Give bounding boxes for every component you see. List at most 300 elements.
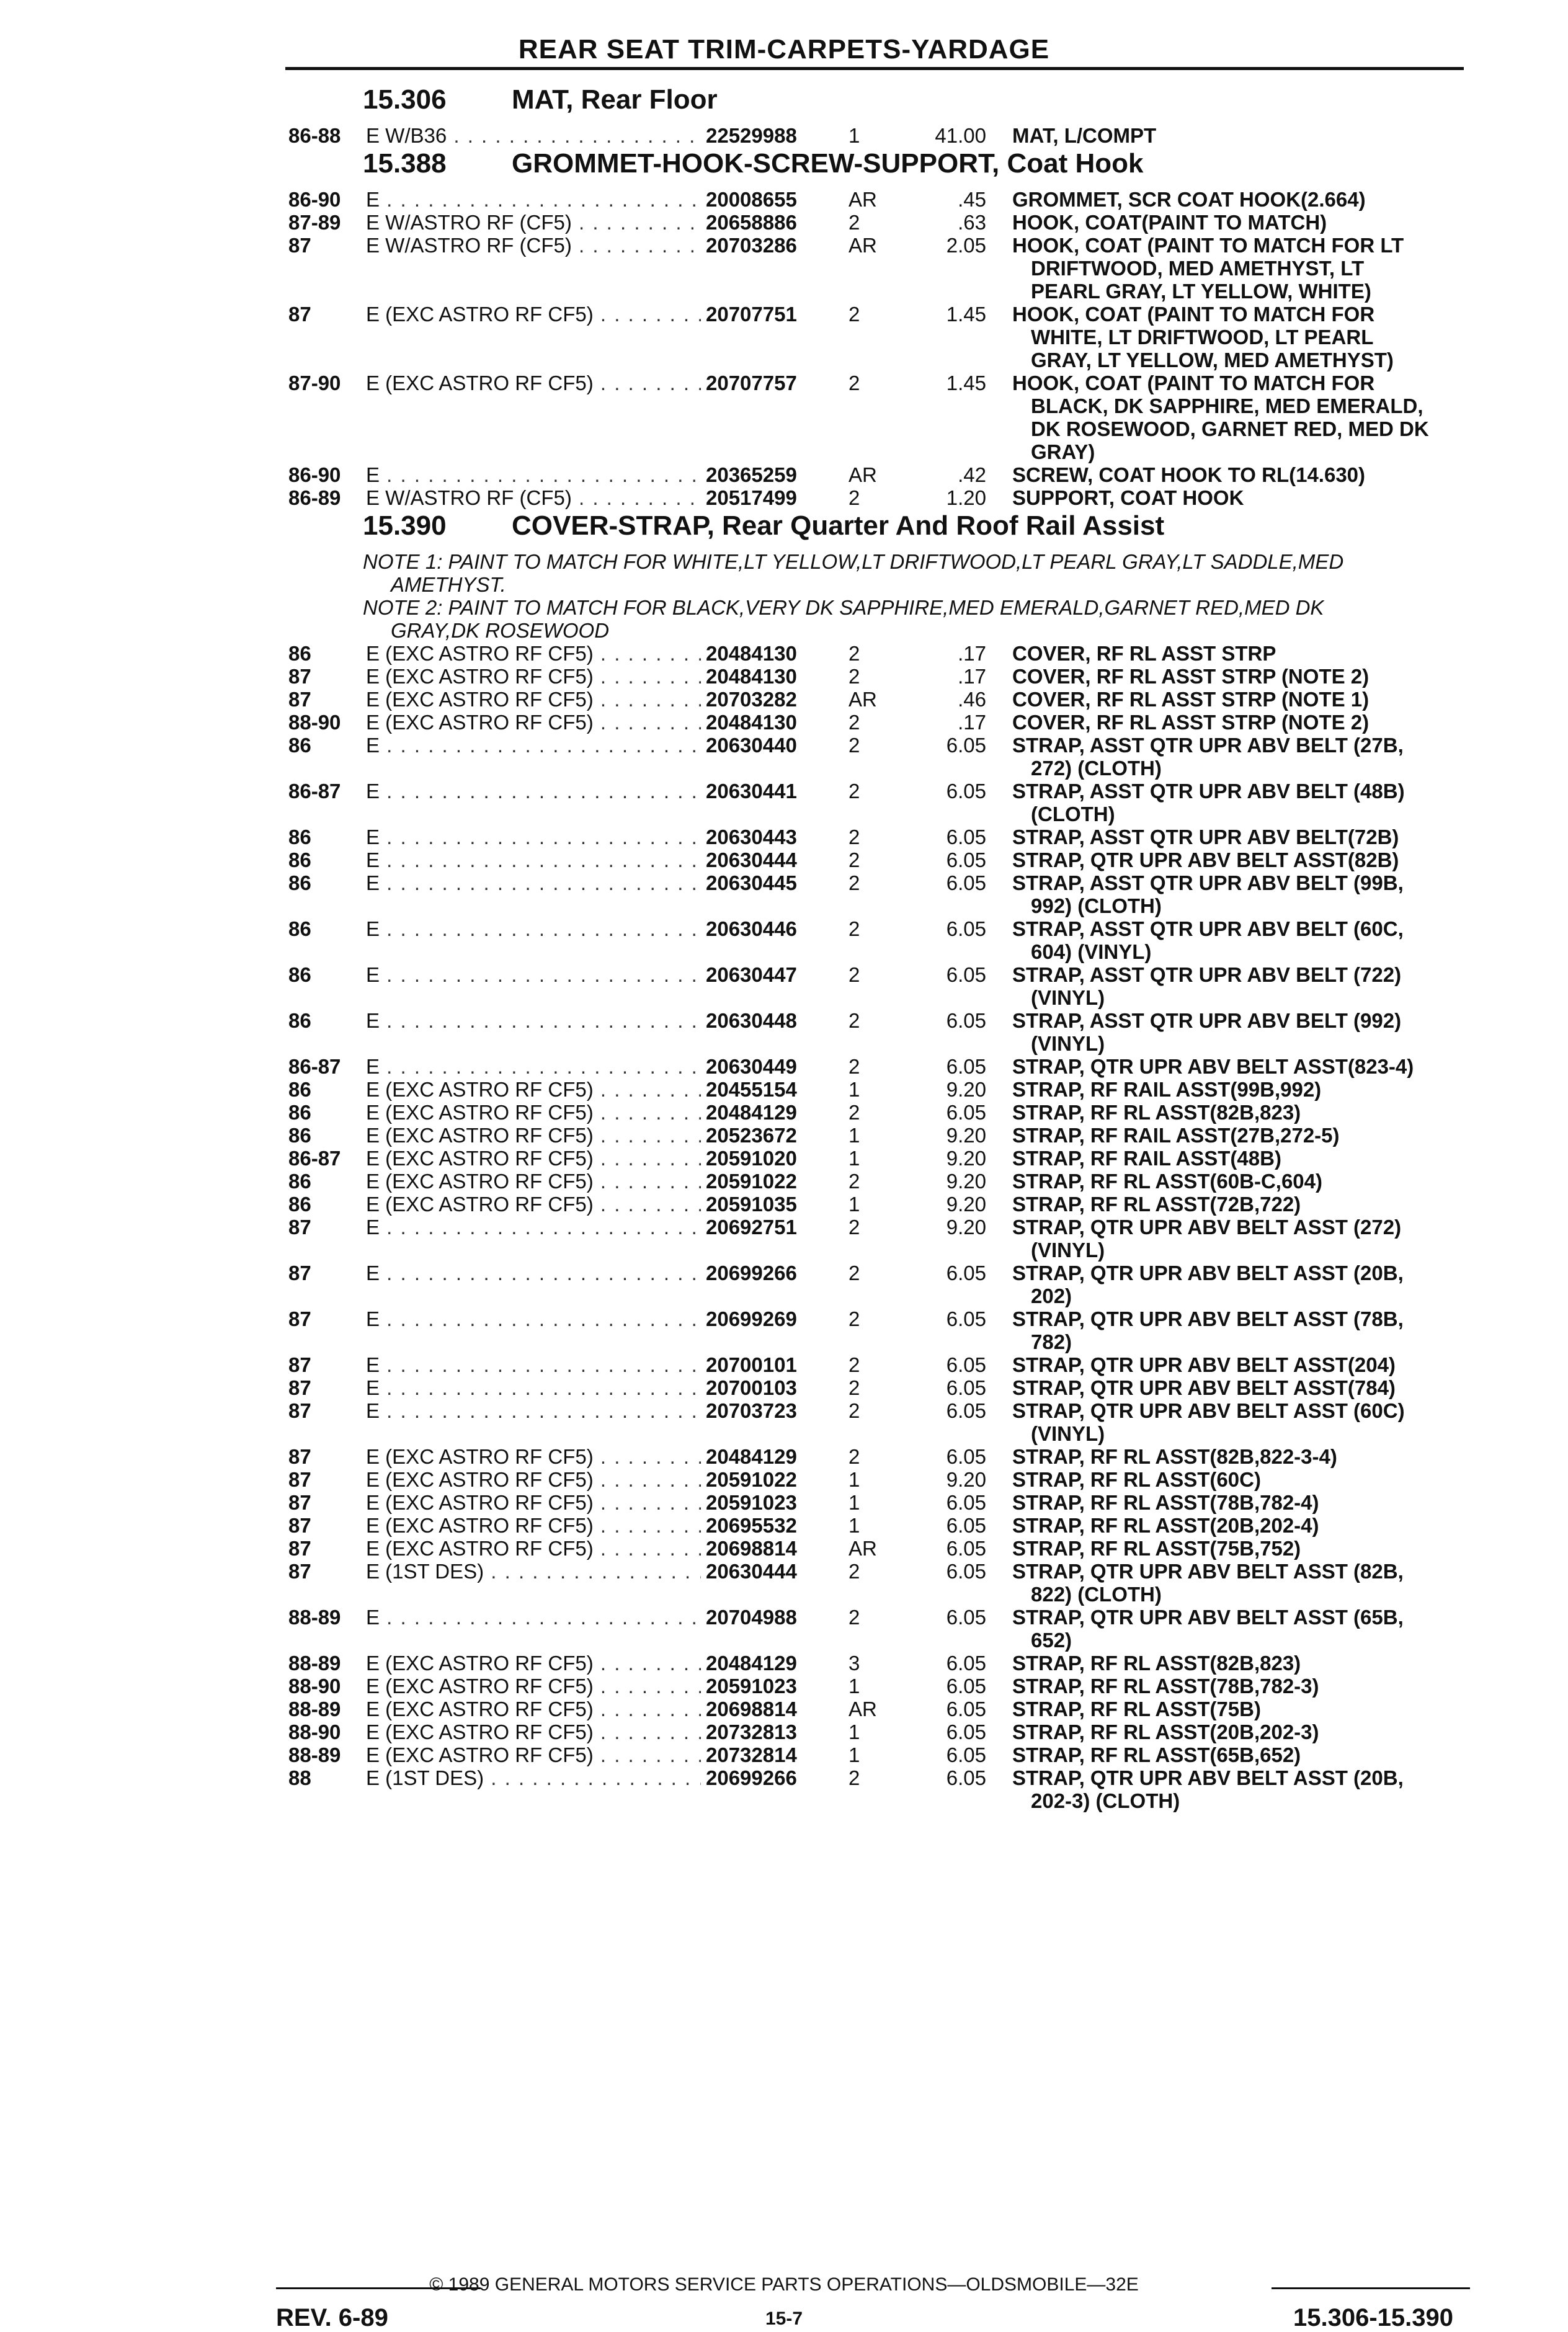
price: 6.05 — [946, 1652, 986, 1675]
model-applicability: E . . . — [366, 734, 701, 757]
part-number: 20484129 — [706, 1652, 797, 1675]
part-number: 20704988 — [706, 1606, 797, 1629]
model-applicability: E (EXC ASTRO RF CF5) . . . — [366, 1101, 701, 1124]
model-years: 87 — [288, 303, 311, 326]
quantity: 1 — [849, 1491, 860, 1514]
part-description: HOOK, COAT (PAINT TO MATCH FOR — [1012, 372, 1375, 394]
model-applicability: E (EXC ASTRO RF CF5) . . . — [366, 1078, 701, 1101]
price: 9.20 — [946, 1170, 986, 1193]
price: 6.05 — [946, 1675, 986, 1698]
part-description: HOOK, COAT (PAINT TO MATCH FOR — [1012, 303, 1375, 326]
model-applicability: E (EXC ASTRO RF CF5) . . . — [366, 303, 701, 326]
part-description: STRAP, QTR UPR ABV BELT ASST(204) — [1012, 1353, 1396, 1376]
part-number: 20591020 — [706, 1147, 797, 1170]
model-years: 87 — [288, 1514, 311, 1537]
quantity: 3 — [849, 1652, 860, 1675]
part-description: STRAP, ASST QTR UPR ABV BELT (48B) — [1012, 780, 1405, 803]
quantity: 1 — [849, 1193, 860, 1216]
model-years: 87 — [288, 1399, 311, 1422]
price: 9.20 — [946, 1078, 986, 1101]
part-description: STRAP, ASST QTR UPR ABV BELT (722) — [1012, 963, 1402, 986]
model-years: 86 — [288, 1170, 311, 1193]
part-description: STRAP, ASST QTR UPR ABV BELT(72B) — [1012, 826, 1399, 848]
part-description: STRAP, RF RAIL ASST(27B,272-5) — [1012, 1124, 1340, 1147]
part-number: 22529988 — [706, 124, 797, 147]
model-years: 88-89 — [288, 1652, 341, 1675]
price: 6.05 — [946, 848, 986, 871]
part-number: 20484130 — [706, 711, 797, 734]
model-applicability: E . . . — [366, 871, 701, 894]
quantity: 1 — [849, 1675, 860, 1698]
price: .42 — [958, 463, 986, 486]
quantity: 2 — [849, 1399, 860, 1422]
part-description: SCREW, COAT HOOK TO RL(14.630) — [1012, 463, 1366, 486]
part-number: 20630446 — [706, 917, 797, 940]
part-description: STRAP, RF RL ASST(75B,752) — [1012, 1537, 1301, 1560]
model-applicability: E (EXC ASTRO RF CF5) . . . — [366, 1491, 701, 1514]
part-number: 20591022 — [706, 1170, 797, 1193]
model-years: 86 — [288, 1101, 311, 1124]
part-description: STRAP, RF RL ASST(72B,722) — [1012, 1193, 1301, 1216]
part-number: 20698814 — [706, 1537, 797, 1560]
section-note-line: GRAY,DK ROSEWOOD — [391, 619, 610, 642]
part-description: STRAP, ASST QTR UPR ABV BELT (60C, — [1012, 917, 1404, 940]
part-number: 20630444 — [706, 1560, 797, 1583]
header-rule — [285, 67, 1464, 70]
price: .17 — [958, 711, 986, 734]
part-number: 20630448 — [706, 1009, 797, 1032]
footer-page-number: 15-7 — [765, 2308, 803, 2329]
price: 9.20 — [946, 1124, 986, 1147]
price: 6.05 — [946, 1606, 986, 1629]
part-description: STRAP, RF RL ASST(82B,823) — [1012, 1652, 1301, 1675]
part-description: STRAP, RF RL ASST(65B,652) — [1012, 1743, 1301, 1766]
price: 6.05 — [946, 826, 986, 848]
part-description-continued: BLACK, DK SAPPHIRE, MED EMERALD, — [1031, 394, 1423, 417]
price: 6.05 — [946, 1537, 986, 1560]
price: 6.05 — [946, 1353, 986, 1376]
model-applicability: E (EXC ASTRO RF CF5) . . . — [366, 1514, 701, 1537]
part-description-continued: DRIFTWOOD, MED AMETHYST, LT — [1031, 257, 1365, 280]
model-years: 87 — [288, 1307, 311, 1330]
part-description: STRAP, RF RL ASST(20B,202-4) — [1012, 1514, 1319, 1537]
model-years: 87 — [288, 665, 311, 688]
part-number: 20365259 — [706, 463, 797, 486]
model-years: 86-87 — [288, 1055, 341, 1078]
part-number: 20698814 — [706, 1698, 797, 1720]
quantity: 2 — [849, 372, 860, 394]
part-description-continued: (VINYL) — [1031, 986, 1105, 1009]
model-applicability: E W/ASTRO RF (CF5) . . . — [366, 211, 701, 234]
footer-section-range: 15.306-15.390 — [1293, 2304, 1453, 2331]
page-header-title: REAR SEAT TRIM-CARPETS-YARDAGE — [518, 34, 1050, 65]
model-applicability: E . . . — [366, 1606, 701, 1629]
quantity: 2 — [849, 826, 860, 848]
price: 6.05 — [946, 1560, 986, 1583]
model-years: 87 — [288, 1353, 311, 1376]
model-applicability: E . . . — [366, 1055, 701, 1078]
part-description: STRAP, RF RAIL ASST(99B,992) — [1012, 1078, 1322, 1101]
model-applicability: E (EXC ASTRO RF CF5) . . . — [366, 1445, 701, 1468]
part-number: 20455154 — [706, 1078, 797, 1101]
model-years: 86 — [288, 1078, 311, 1101]
model-applicability: E W/ASTRO RF (CF5) . . . — [366, 486, 701, 509]
part-description: STRAP, QTR UPR ABV BELT ASST (60C) — [1012, 1399, 1405, 1422]
part-description: STRAP, QTR UPR ABV BELT ASST(823-4) — [1012, 1055, 1414, 1078]
part-description: STRAP, QTR UPR ABV BELT ASST (78B, — [1012, 1307, 1404, 1330]
part-number: 20703282 — [706, 688, 797, 711]
model-years: 86-87 — [288, 1147, 341, 1170]
part-description: STRAP, QTR UPR ABV BELT ASST (82B, — [1012, 1560, 1404, 1583]
model-years: 88-89 — [288, 1743, 341, 1766]
model-applicability: E (EXC ASTRO RF CF5) . . . — [366, 665, 701, 688]
model-years: 86 — [288, 734, 311, 757]
quantity: 2 — [849, 734, 860, 757]
quantity: 2 — [849, 1101, 860, 1124]
quantity: 2 — [849, 1307, 860, 1330]
footer-revision: REV. 6-89 — [276, 2304, 388, 2331]
model-years: 86-87 — [288, 780, 341, 803]
quantity: AR — [849, 463, 877, 486]
quantity: 2 — [849, 848, 860, 871]
model-applicability: E (1ST DES) . . . — [366, 1560, 701, 1583]
part-description: STRAP, RF RL ASST(78B,782-3) — [1012, 1675, 1319, 1698]
part-number: 20707757 — [706, 372, 797, 394]
quantity: 1 — [849, 1743, 860, 1766]
model-applicability: E (EXC ASTRO RF CF5) . . . — [366, 1147, 701, 1170]
price: 6.05 — [946, 1766, 986, 1789]
part-number: 20008655 — [706, 188, 797, 211]
part-description-continued: 782) — [1031, 1330, 1072, 1353]
quantity: 2 — [849, 1009, 860, 1032]
part-number: 20630445 — [706, 871, 797, 894]
quantity: 2 — [849, 1055, 860, 1078]
part-description-continued: 272) (CLOTH) — [1031, 757, 1162, 780]
price: .45 — [958, 188, 986, 211]
part-number: 20630443 — [706, 826, 797, 848]
model-applicability: E . . . — [366, 1216, 701, 1239]
part-number: 20699266 — [706, 1766, 797, 1789]
model-years: 87-90 — [288, 372, 341, 394]
part-number: 20517499 — [706, 486, 797, 509]
price: 2.05 — [946, 234, 986, 257]
model-years: 88-89 — [288, 1698, 341, 1720]
part-number: 20591022 — [706, 1468, 797, 1491]
part-description-continued: 202) — [1031, 1284, 1072, 1307]
model-applicability: E (EXC ASTRO RF CF5) . . . — [366, 1720, 701, 1743]
model-applicability: E . . . — [366, 1009, 701, 1032]
model-years: 87 — [288, 1560, 311, 1583]
price: 1.45 — [946, 372, 986, 394]
price: 6.05 — [946, 1262, 986, 1284]
model-years: 87 — [288, 1376, 311, 1399]
price: 9.20 — [946, 1216, 986, 1239]
model-years: 88-90 — [288, 1720, 341, 1743]
model-applicability: E (EXC ASTRO RF CF5) . . . — [366, 1652, 701, 1675]
part-description: STRAP, RF RL ASST(60B-C,604) — [1012, 1170, 1322, 1193]
model-years: 86 — [288, 917, 311, 940]
model-applicability: E W/B36 . . . — [366, 124, 701, 147]
price: 1.20 — [946, 486, 986, 509]
quantity: 2 — [849, 1262, 860, 1284]
model-years: 86 — [288, 871, 311, 894]
part-number: 20484130 — [706, 665, 797, 688]
quantity: 2 — [849, 211, 860, 234]
section-title: GROMMET-HOOK-SCREW-SUPPORT, Coat Hook — [512, 148, 1144, 179]
quantity: 2 — [849, 1170, 860, 1193]
model-applicability: E . . . — [366, 917, 701, 940]
model-applicability: E (EXC ASTRO RF CF5) . . . — [366, 1698, 701, 1720]
section-note-line: NOTE 1: PAINT TO MATCH FOR WHITE,LT YELLOW,LT DRIFTWOOD,LT PEARL GRAY,LT SADDLE,MED — [363, 550, 1344, 573]
part-number: 20692751 — [706, 1216, 797, 1239]
model-applicability: E (EXC ASTRO RF CF5) . . . — [366, 688, 701, 711]
section-number: 15.390 — [363, 510, 447, 541]
part-description: STRAP, QTR UPR ABV BELT ASST (20B, — [1012, 1766, 1404, 1789]
part-description: STRAP, ASST QTR UPR ABV BELT (992) — [1012, 1009, 1402, 1032]
part-description: STRAP, ASST QTR UPR ABV BELT (27B, — [1012, 734, 1404, 757]
price: .46 — [958, 688, 986, 711]
model-applicability: E (1ST DES) . . . — [366, 1766, 701, 1789]
model-applicability: E . . . — [366, 963, 701, 986]
quantity: 2 — [849, 665, 860, 688]
part-description: HOOK, COAT (PAINT TO MATCH FOR LT — [1012, 234, 1404, 257]
part-description: STRAP, RF RL ASST(78B,782-4) — [1012, 1491, 1319, 1514]
model-applicability: E (EXC ASTRO RF CF5) . . . — [366, 1170, 701, 1193]
model-years: 86-88 — [288, 124, 341, 147]
model-years: 87-89 — [288, 211, 341, 234]
quantity: AR — [849, 234, 877, 257]
quantity: 1 — [849, 1124, 860, 1147]
model-years: 87 — [288, 1537, 311, 1560]
quantity: 2 — [849, 871, 860, 894]
part-description: STRAP, RF RAIL ASST(48B) — [1012, 1147, 1281, 1170]
model-years: 86 — [288, 963, 311, 986]
quantity: 2 — [849, 1606, 860, 1629]
part-description: STRAP, QTR UPR ABV BELT ASST (272) — [1012, 1216, 1402, 1239]
price: 6.05 — [946, 1698, 986, 1720]
quantity: 2 — [849, 642, 860, 665]
model-applicability: E . . . — [366, 1262, 701, 1284]
part-description: STRAP, RF RL ASST(82B,822-3-4) — [1012, 1445, 1337, 1468]
part-number: 20732814 — [706, 1743, 797, 1766]
part-number: 20523672 — [706, 1124, 797, 1147]
quantity: 1 — [849, 1147, 860, 1170]
quantity: 2 — [849, 1376, 860, 1399]
price: 6.05 — [946, 1376, 986, 1399]
part-number: 20699266 — [706, 1262, 797, 1284]
model-years: 86 — [288, 826, 311, 848]
part-description: MAT, L/COMPT — [1012, 124, 1157, 147]
price: 6.05 — [946, 917, 986, 940]
price: 41.00 — [935, 124, 986, 147]
price: 6.05 — [946, 734, 986, 757]
model-years: 86-90 — [288, 463, 341, 486]
part-number: 20700103 — [706, 1376, 797, 1399]
price: 6.05 — [946, 963, 986, 986]
quantity: 2 — [849, 303, 860, 326]
price: .63 — [958, 211, 986, 234]
part-number: 20591035 — [706, 1193, 797, 1216]
quantity: 2 — [849, 1560, 860, 1583]
part-number: 20658886 — [706, 211, 797, 234]
price: 6.05 — [946, 1399, 986, 1422]
model-years: 88-89 — [288, 1606, 341, 1629]
model-applicability: E . . . — [366, 1376, 701, 1399]
part-number: 20484130 — [706, 642, 797, 665]
section-title: COVER-STRAP, Rear Quarter And Roof Rail Assist — [512, 510, 1165, 541]
model-applicability: E . . . — [366, 1307, 701, 1330]
part-number: 20695532 — [706, 1514, 797, 1537]
model-applicability: E . . . — [366, 826, 701, 848]
part-description: COVER, RF RL ASST STRP — [1012, 642, 1276, 665]
model-applicability: E (EXC ASTRO RF CF5) . . . — [366, 372, 701, 394]
part-number: 20630441 — [706, 780, 797, 803]
part-description: STRAP, RF RL ASST(20B,202-3) — [1012, 1720, 1319, 1743]
quantity: 2 — [849, 486, 860, 509]
part-description: STRAP, RF RL ASST(75B) — [1012, 1698, 1261, 1720]
model-years: 87 — [288, 1216, 311, 1239]
part-description-continued: 652) — [1031, 1629, 1072, 1652]
part-description: COVER, RF RL ASST STRP (NOTE 2) — [1012, 665, 1370, 688]
model-years: 88-90 — [288, 1675, 341, 1698]
part-description-continued: 604) (VINYL) — [1031, 940, 1152, 963]
model-applicability: E W/ASTRO RF (CF5) . . . — [366, 234, 701, 257]
price: 6.05 — [946, 1445, 986, 1468]
quantity: 2 — [849, 1353, 860, 1376]
model-applicability: E . . . — [366, 188, 701, 211]
part-number: 20591023 — [706, 1675, 797, 1698]
part-description-continued: 822) (CLOTH) — [1031, 1583, 1162, 1606]
quantity: 1 — [849, 1514, 860, 1537]
price: 6.05 — [946, 1514, 986, 1537]
model-applicability: E (EXC ASTRO RF CF5) . . . — [366, 1743, 701, 1766]
price: .17 — [958, 665, 986, 688]
model-years: 87 — [288, 1468, 311, 1491]
price: 6.05 — [946, 1009, 986, 1032]
part-description: STRAP, RF RL ASST(82B,823) — [1012, 1101, 1301, 1124]
model-applicability: E (EXC ASTRO RF CF5) . . . — [366, 1124, 701, 1147]
part-number: 20630447 — [706, 963, 797, 986]
quantity: 2 — [849, 917, 860, 940]
part-number: 20630440 — [706, 734, 797, 757]
part-description: STRAP, QTR UPR ABV BELT ASST(784) — [1012, 1376, 1396, 1399]
model-applicability: E . . . — [366, 1399, 701, 1422]
section-title: MAT, Rear Floor — [512, 84, 718, 115]
model-applicability: E (EXC ASTRO RF CF5) . . . — [366, 1675, 701, 1698]
part-number: 20700101 — [706, 1353, 797, 1376]
part-description-continued: (VINYL) — [1031, 1032, 1105, 1055]
part-description-continued: GRAY) — [1031, 440, 1095, 463]
model-years: 87 — [288, 1491, 311, 1514]
model-years: 86-90 — [288, 188, 341, 211]
model-applicability: E . . . — [366, 1353, 701, 1376]
part-number: 20484129 — [706, 1445, 797, 1468]
price: 6.05 — [946, 1720, 986, 1743]
part-description: STRAP, QTR UPR ABV BELT ASST (65B, — [1012, 1606, 1404, 1629]
price: 6.05 — [946, 1055, 986, 1078]
quantity: 1 — [849, 1720, 860, 1743]
model-years: 88-90 — [288, 711, 341, 734]
part-description: STRAP, RF RL ASST(60C) — [1012, 1468, 1261, 1491]
model-years: 87 — [288, 1445, 311, 1468]
part-description-continued: DK ROSEWOOD, GARNET RED, MED DK — [1031, 417, 1429, 440]
price: 1.45 — [946, 303, 986, 326]
model-applicability: E (EXC ASTRO RF CF5) . . . — [366, 711, 701, 734]
price: 9.20 — [946, 1468, 986, 1491]
quantity: 1 — [849, 124, 860, 147]
price: 6.05 — [946, 1307, 986, 1330]
price: 6.05 — [946, 1743, 986, 1766]
part-number: 20484129 — [706, 1101, 797, 1124]
part-description-continued: GRAY, LT YELLOW, MED AMETHYST) — [1031, 349, 1394, 372]
model-applicability: E (EXC ASTRO RF CF5) . . . — [366, 1537, 701, 1560]
model-applicability: E (EXC ASTRO RF CF5) . . . — [366, 642, 701, 665]
model-years: 86 — [288, 1124, 311, 1147]
price: 6.05 — [946, 1491, 986, 1514]
model-years: 86 — [288, 848, 311, 871]
model-years: 87 — [288, 234, 311, 257]
part-number: 20630444 — [706, 848, 797, 871]
model-applicability: E (EXC ASTRO RF CF5) . . . — [366, 1193, 701, 1216]
model-years: 86 — [288, 1193, 311, 1216]
part-number: 20703286 — [706, 234, 797, 257]
quantity: AR — [849, 688, 877, 711]
part-number: 20630449 — [706, 1055, 797, 1078]
part-description-continued: (VINYL) — [1031, 1422, 1105, 1445]
part-description: STRAP, ASST QTR UPR ABV BELT (99B, — [1012, 871, 1404, 894]
section-number: 15.388 — [363, 148, 447, 179]
part-description-continued: PEARL GRAY, LT YELLOW, WHITE) — [1031, 280, 1371, 303]
model-applicability: E . . . — [366, 780, 701, 803]
part-description-continued: (VINYL) — [1031, 1239, 1105, 1262]
part-description-continued: 202-3) (CLOTH) — [1031, 1789, 1180, 1812]
model-years: 86 — [288, 642, 311, 665]
part-number: 20732813 — [706, 1720, 797, 1743]
price: 6.05 — [946, 1101, 986, 1124]
model-years: 88 — [288, 1766, 311, 1789]
model-applicability: E . . . — [366, 463, 701, 486]
price: .17 — [958, 642, 986, 665]
part-description-continued: (CLOTH) — [1031, 803, 1115, 826]
part-number: 20707751 — [706, 303, 797, 326]
part-description: HOOK, COAT(PAINT TO MATCH) — [1012, 211, 1327, 234]
part-number: 20699269 — [706, 1307, 797, 1330]
quantity: 2 — [849, 1445, 860, 1468]
quantity: 2 — [849, 963, 860, 986]
part-description: GROMMET, SCR COAT HOOK(2.664) — [1012, 188, 1366, 211]
price: 6.05 — [946, 871, 986, 894]
part-number: 20591023 — [706, 1491, 797, 1514]
part-description: COVER, RF RL ASST STRP (NOTE 1) — [1012, 688, 1370, 711]
part-description: STRAP, QTR UPR ABV BELT ASST (20B, — [1012, 1262, 1404, 1284]
model-years: 87 — [288, 688, 311, 711]
part-description: COVER, RF RL ASST STRP (NOTE 2) — [1012, 711, 1370, 734]
quantity: 2 — [849, 1216, 860, 1239]
footer-copyright: © 1989 GENERAL MOTORS SERVICE PARTS OPERATIONS—OLDSMOBILE—32E — [429, 2274, 1139, 2295]
quantity: 2 — [849, 780, 860, 803]
quantity: 1 — [849, 1468, 860, 1491]
part-description: SUPPORT, COAT HOOK — [1012, 486, 1244, 509]
part-description: STRAP, QTR UPR ABV BELT ASST(82B) — [1012, 848, 1399, 871]
section-note-line: NOTE 2: PAINT TO MATCH FOR BLACK,VERY DK SAPPHIRE,MED EMERALD,GARNET RED,MED DK — [363, 596, 1324, 619]
model-years: 86-89 — [288, 486, 341, 509]
section-number: 15.306 — [363, 84, 447, 115]
part-description-continued: WHITE, LT DRIFTWOOD, LT PEARL — [1031, 326, 1374, 349]
price: 6.05 — [946, 780, 986, 803]
quantity: 2 — [849, 711, 860, 734]
model-years: 87 — [288, 1262, 311, 1284]
price: 9.20 — [946, 1147, 986, 1170]
